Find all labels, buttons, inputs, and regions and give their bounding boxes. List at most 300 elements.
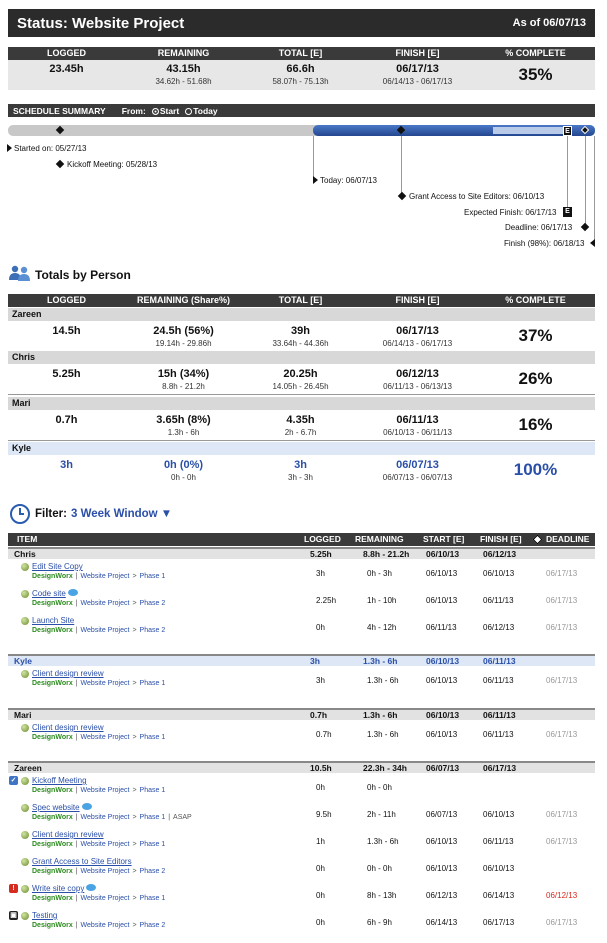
finish-label: Finish (98%): 06/18/13 (504, 239, 585, 248)
item-finish: 06/10/13 (483, 569, 515, 578)
item-title-link[interactable] (32, 589, 78, 598)
as-of-date: As of 06/07/13 (512, 17, 586, 29)
started-label: Started on: 05/27/13 (14, 144, 87, 153)
person-name: Zareen (8, 308, 595, 321)
group-remaining: 1.3h - 6h (363, 710, 398, 720)
item-breadcrumb (32, 895, 165, 902)
project-link[interactable]: Website Project (80, 627, 130, 634)
item-finish: 06/11/13 (483, 837, 514, 846)
group-start: 06/10/13 (426, 549, 460, 559)
person-row (8, 411, 595, 440)
person-remaining: 24.5h (56%) (153, 325, 214, 337)
org-link[interactable]: DesignWorx (32, 895, 73, 902)
totals-header (8, 294, 595, 307)
today-marker-icon (313, 176, 318, 184)
crumb-sep: | (75, 895, 78, 902)
col-remaining[interactable]: REMAINING (355, 534, 404, 544)
item-deadline: 06/17/13 (546, 676, 578, 685)
phase-link[interactable]: Phase 1 (139, 787, 166, 794)
item-deadline: 06/17/13 (546, 596, 578, 605)
group-logged: 10.5h (310, 763, 332, 773)
person-name: Chris (8, 351, 595, 364)
radio-today[interactable] (185, 106, 217, 116)
expected-label-icon: E (563, 207, 572, 217)
person-logged: 5.25h (52, 368, 81, 380)
person-row (8, 322, 595, 351)
expected-label: Expected Finish: 06/17/13 (464, 208, 557, 217)
project-link[interactable]: Website Project (80, 868, 130, 875)
col-remaining-share: REMAINING (Share%) (136, 295, 230, 305)
item-remaining: 6h - 9h (367, 918, 392, 927)
grid-header (8, 533, 595, 546)
project-link[interactable]: Website Project (80, 787, 130, 794)
crumb-arrow: > (132, 895, 137, 902)
person-row (8, 456, 595, 485)
crumb-arrow: > (132, 573, 137, 580)
group-remaining: 1.3h - 6h (363, 656, 398, 666)
phase-link[interactable]: Phase 2 (139, 922, 166, 929)
phase-link[interactable]: Phase 1 (139, 814, 166, 821)
person-logged: 0.7h (55, 414, 78, 426)
page-title: Status: Website Project (17, 14, 185, 32)
item-title[interactable]: Client design review (32, 830, 104, 839)
person-total: 39h (291, 325, 310, 337)
person-finish: 06/17/13 (396, 325, 439, 337)
start-marker-icon (7, 144, 12, 152)
crumb-sep: | (75, 680, 78, 687)
item-remaining: 1.3h - 6h (367, 676, 399, 685)
person-finish-range: 06/14/13 - 06/17/13 (382, 339, 453, 348)
org-link[interactable]: DesignWorx (32, 734, 73, 741)
finish-marker-icon (590, 239, 595, 247)
summary-remaining-range: 34.62h - 51.68h (155, 77, 212, 86)
crumb-arrow: > (132, 922, 137, 929)
item-start: 06/12/13 (426, 891, 458, 900)
col-deadline[interactable]: DEADLINE (546, 534, 590, 544)
crumb-sep: | (75, 922, 78, 929)
group-finish: 06/17/13 (483, 763, 517, 773)
item-logged: 3h (316, 676, 325, 685)
item-start: 06/10/13 (426, 730, 458, 739)
summary-finish-range: 06/14/13 - 06/17/13 (382, 77, 453, 86)
group-finish: 06/11/13 (483, 710, 516, 720)
item-finish: 06/14/13 (483, 891, 515, 900)
crumb-arrow: > (132, 627, 137, 634)
radio-start-label: Start (159, 105, 180, 116)
item-logged: 9.5h (316, 810, 332, 819)
list-item (8, 857, 595, 883)
item-title-link[interactable] (32, 562, 83, 571)
item-start: 06/10/13 (426, 864, 458, 873)
person-finish: 06/07/13 (396, 459, 439, 471)
expected-marker-icon: E (563, 126, 572, 136)
col-item[interactable]: ITEM (17, 534, 38, 544)
status-dot-icon (21, 617, 29, 625)
schedule-header (8, 104, 595, 117)
group-row (8, 761, 595, 773)
person-total-range: 14.05h - 26.45h (272, 382, 329, 391)
item-finish: 06/11/13 (483, 730, 514, 739)
status-dot-icon (21, 858, 29, 866)
col-total: TOTAL [E] (278, 48, 323, 58)
schedule-title: SCHEDULE SUMMARY (13, 105, 106, 116)
item-title[interactable]: Spec website (32, 803, 80, 812)
project-link[interactable]: Website Project (80, 600, 130, 607)
item-remaining: 1.3h - 6h (367, 837, 399, 846)
item-title[interactable]: Edit Site Copy (32, 562, 83, 571)
person-name: Kyle (8, 442, 595, 455)
item-logged: 0h (316, 864, 325, 873)
grant-line (401, 136, 402, 196)
from-label: From: (121, 105, 146, 116)
item-breadcrumb (32, 734, 165, 741)
group-finish: 06/11/13 (483, 656, 516, 666)
item-start: 06/14/13 (426, 918, 458, 927)
group-start: 06/10/13 (426, 656, 460, 666)
phase-link[interactable]: Phase 1 (139, 573, 166, 580)
item-title[interactable]: Client design review (32, 669, 104, 678)
item-start: 06/11/13 (426, 623, 457, 632)
deadline-header-icon (533, 535, 543, 545)
item-finish: 06/10/13 (483, 810, 515, 819)
org-link[interactable]: DesignWorx (32, 600, 73, 607)
person-total-range: 3h - 3h (288, 473, 313, 482)
item-logged: 2.25h (316, 596, 337, 605)
list-item (8, 669, 595, 695)
person-remaining-range: 0h - 0h (171, 473, 196, 482)
status-dot-icon (21, 831, 29, 839)
item-tag: ASAP (173, 814, 192, 821)
col-start[interactable]: START [E] (423, 534, 465, 544)
status-dot-icon (21, 885, 29, 893)
item-start: 06/07/13 (426, 810, 458, 819)
item-breadcrumb (32, 787, 165, 794)
person-total-range: 33.64h - 44.36h (272, 339, 329, 348)
status-dot-icon (21, 563, 29, 571)
crumb-arrow: > (132, 600, 137, 607)
person-pct: 37% (518, 326, 553, 345)
item-title[interactable]: Launch Site (32, 616, 75, 625)
item-logged: 0.7h (316, 730, 332, 739)
person-finish: 06/12/13 (396, 368, 439, 380)
item-remaining: 0h - 3h (367, 569, 392, 578)
person-finish: 06/11/13 (396, 414, 439, 426)
today-label: Today: 06/07/13 (320, 176, 377, 185)
list-item (8, 830, 595, 856)
person-pct: 16% (518, 415, 553, 434)
person-total: 3h (294, 459, 307, 471)
item-deadline: 06/17/13 (546, 623, 578, 632)
comment-icon[interactable] (82, 803, 92, 810)
expected-line (567, 136, 568, 212)
item-title-link[interactable] (32, 616, 74, 625)
crumb-sep: | (75, 841, 78, 848)
people-icon (9, 265, 31, 281)
radio-unselected-icon (185, 108, 192, 115)
col-finish: FINISH [E] (395, 295, 440, 305)
status-flag-icon[interactable]: ! (9, 884, 18, 893)
summary-finish: 06/17/13 (396, 63, 439, 75)
status-dot-icon (21, 912, 29, 920)
item-title-link[interactable] (32, 857, 132, 866)
summary-pct: 35% (518, 65, 553, 84)
item-title-link[interactable] (32, 911, 57, 920)
item-deadline: 06/12/13 (546, 891, 578, 900)
col-pct: % COMPLETE (505, 295, 566, 305)
grant-label-icon (398, 192, 406, 200)
org-link[interactable]: DesignWorx (32, 787, 73, 794)
phase-link[interactable]: Phase 1 (139, 841, 166, 848)
item-remaining: 0h - 0h (367, 783, 392, 792)
person-finish-range: 06/07/13 - 06/07/13 (382, 473, 453, 482)
project-link[interactable]: Website Project (80, 680, 130, 687)
item-title-link[interactable] (32, 884, 96, 893)
item-logged: 0h (316, 891, 325, 900)
item-title-link[interactable] (32, 723, 104, 732)
item-title-link[interactable] (32, 830, 104, 839)
totals-title: Totals by Person (35, 268, 131, 282)
item-breadcrumb (32, 814, 192, 821)
project-link[interactable]: Website Project (80, 895, 130, 902)
filter-dropdown[interactable]: 3 Week Window ▼ (71, 508, 173, 520)
item-deadline: 06/17/13 (546, 918, 578, 927)
summary-total-range: 58.07h - 75.13h (272, 77, 329, 86)
person-remaining-range: 8.8h - 21.2h (162, 382, 205, 391)
person-remaining: 15h (34%) (157, 368, 210, 380)
org-link[interactable]: DesignWorx (32, 573, 73, 580)
item-finish: 06/12/13 (483, 623, 515, 632)
item-finish: 06/17/13 (483, 918, 515, 927)
group-logged: 0.7h (310, 710, 328, 720)
item-title-link[interactable] (32, 803, 92, 812)
item-title[interactable]: Client design review (32, 723, 104, 732)
status-flag-icon[interactable]: ▣ (10, 912, 17, 919)
crumb-arrow: > (132, 868, 137, 875)
person-name: Mari (8, 397, 595, 410)
item-start: 06/10/13 (426, 569, 458, 578)
item-finish: 06/11/13 (483, 596, 514, 605)
comment-icon[interactable] (68, 589, 78, 596)
status-dot-icon (21, 670, 29, 678)
list-item (8, 803, 595, 829)
phase-link[interactable]: Phase 2 (139, 868, 166, 875)
kickoff-label-icon (56, 160, 64, 168)
item-remaining: 2h - 11h (367, 810, 396, 819)
phase-link[interactable]: Phase 2 (139, 627, 166, 634)
item-deadline: 06/17/13 (546, 730, 578, 739)
status-dot-icon (21, 777, 29, 785)
item-breadcrumb (32, 680, 165, 687)
list-item (8, 884, 595, 910)
summary-row (8, 60, 595, 90)
group-name: Mari (14, 710, 32, 720)
item-title[interactable]: Kickoff Meeting (32, 776, 87, 785)
person-total: 4.35h (286, 414, 315, 426)
item-deadline: 06/17/13 (546, 810, 578, 819)
crumb-arrow: > (132, 680, 137, 687)
project-link[interactable]: Website Project (80, 734, 130, 741)
person-remaining: 0h (0%) (163, 459, 204, 471)
item-finish: 06/10/13 (483, 864, 515, 873)
item-remaining: 1.3h - 6h (367, 730, 399, 739)
item-breadcrumb (32, 868, 165, 875)
col-finish: FINISH [E] (395, 48, 440, 58)
person-remaining: 3.65h (8%) (156, 414, 211, 426)
grant-label: Grant Access to Site Editors: 06/10/13 (409, 192, 545, 201)
person-remaining-range: 19.14h - 29.86h (155, 339, 212, 348)
radio-today-label: Today (193, 105, 218, 116)
col-remaining: REMAINING (157, 48, 210, 58)
person-total-range: 2h - 6.7h (284, 428, 317, 437)
item-logged: 0h (316, 623, 325, 632)
crumb-sep: | (75, 734, 78, 741)
finish-line (594, 136, 595, 244)
timeline-forecast-range (493, 127, 568, 134)
project-link[interactable]: Website Project (80, 573, 130, 580)
col-total: TOTAL [E] (278, 295, 323, 305)
crumb-sep: | (75, 573, 78, 580)
item-title-link[interactable] (32, 669, 104, 678)
group-row (8, 708, 595, 720)
item-deadline: 06/17/13 (546, 569, 578, 578)
summary-logged: 23.45h (49, 63, 84, 75)
person-total: 20.25h (283, 368, 318, 380)
status-dot-icon (21, 590, 29, 598)
item-title-link[interactable] (32, 776, 87, 785)
divider (8, 394, 595, 395)
org-link[interactable]: DesignWorx (32, 922, 73, 929)
phase-link[interactable]: Phase 1 (139, 734, 166, 741)
item-logged: 0h (316, 918, 325, 927)
group-remaining: 22.3h - 34h (363, 763, 407, 773)
crumb-sep: | (75, 627, 78, 634)
org-link[interactable]: DesignWorx (32, 680, 73, 687)
item-finish: 06/11/13 (483, 676, 514, 685)
item-title[interactable]: Write site copy (32, 884, 85, 893)
group-finish: 06/12/13 (483, 549, 517, 559)
phase-link[interactable]: Phase 2 (139, 600, 166, 607)
clock-icon (10, 504, 30, 524)
col-finish[interactable]: FINISH [E] (480, 534, 522, 544)
summary-total: 66.6h (286, 63, 315, 75)
summary-remaining: 43.15h (166, 63, 201, 75)
list-item (8, 562, 595, 588)
deadline-label: Deadline: 06/17/13 (505, 223, 573, 232)
status-flag-icon[interactable]: ✓ (10, 777, 17, 784)
phase-link[interactable]: Phase 1 (139, 680, 166, 687)
org-link[interactable]: DesignWorx (32, 814, 73, 821)
group-logged: 5.25h (310, 549, 332, 559)
deadline-label-icon (581, 223, 589, 231)
deadline-line (585, 136, 586, 228)
status-dot-icon (21, 804, 29, 812)
crumb-arrow: > (132, 814, 137, 821)
item-remaining: 0h - 0h (367, 864, 392, 873)
crumb-sep: | (75, 787, 78, 794)
person-remaining-range: 1.3h - 6h (167, 428, 200, 437)
item-breadcrumb (32, 600, 165, 607)
item-title[interactable]: Grant Access to Site Editors (32, 857, 132, 866)
crumb-sep: | (168, 814, 171, 821)
crumb-sep: | (75, 600, 78, 607)
person-row (8, 365, 595, 394)
project-link[interactable]: Website Project (80, 814, 130, 821)
item-logged: 1h (316, 837, 325, 846)
item-logged: 0h (316, 783, 325, 792)
person-pct: 100% (513, 460, 558, 479)
crumb-sep: | (75, 868, 78, 875)
item-title[interactable]: Code site (32, 589, 66, 598)
page-header (8, 9, 595, 37)
group-start: 06/10/13 (426, 710, 460, 720)
item-deadline: 06/17/13 (546, 837, 578, 846)
person-finish-range: 06/10/13 - 06/11/13 (383, 428, 452, 437)
col-logged: LOGGED (46, 295, 86, 305)
status-dot-icon (21, 724, 29, 732)
crumb-sep: | (75, 814, 78, 821)
radio-selected-icon (152, 108, 159, 115)
item-title[interactable]: Testing (32, 911, 58, 920)
group-logged: 3h (310, 656, 320, 666)
divider (8, 440, 595, 441)
list-item (8, 589, 595, 615)
person-logged: 3h (60, 459, 73, 471)
item-remaining: 8h - 13h (367, 891, 397, 900)
group-row (8, 654, 595, 666)
person-finish-range: 06/11/13 - 06/13/13 (383, 382, 452, 391)
kickoff-label: Kickoff Meeting: 05/28/13 (67, 160, 158, 169)
today-line (313, 136, 314, 180)
item-remaining: 4h - 12h (367, 623, 397, 632)
group-name: Chris (14, 549, 36, 559)
crumb-arrow: > (132, 734, 137, 741)
org-link[interactable]: DesignWorx (32, 868, 73, 875)
project-link[interactable]: Website Project (80, 922, 130, 929)
col-logged[interactable]: LOGGED (304, 534, 341, 544)
org-link[interactable]: DesignWorx (32, 627, 73, 634)
crumb-arrow: > (132, 841, 137, 848)
item-logged: 3h (316, 569, 325, 578)
list-item (8, 776, 595, 802)
group-remaining: 8.8h - 21.2h (363, 549, 410, 559)
col-pct: % COMPLETE (505, 48, 566, 58)
crumb-arrow: > (132, 787, 137, 794)
filter-label: Filter: (35, 508, 67, 520)
item-start: 06/10/13 (426, 596, 458, 605)
list-item (8, 723, 595, 749)
group-name: Zareen (14, 763, 42, 773)
comment-icon[interactable] (86, 884, 96, 891)
group-name: Kyle (14, 656, 32, 666)
item-start: 06/10/13 (426, 676, 458, 685)
item-breadcrumb (32, 627, 165, 634)
phase-link[interactable]: Phase 1 (139, 895, 166, 902)
person-pct: 26% (518, 369, 553, 388)
radio-start[interactable] (152, 106, 179, 116)
item-breadcrumb (32, 841, 165, 848)
org-link[interactable]: DesignWorx (32, 841, 73, 848)
item-breadcrumb (32, 573, 165, 580)
list-item (8, 616, 595, 642)
project-link[interactable]: Website Project (80, 841, 130, 848)
item-remaining: 1h - 10h (367, 596, 397, 605)
item-start: 06/10/13 (426, 837, 458, 846)
person-logged: 14.5h (52, 325, 81, 337)
item-breadcrumb (32, 922, 165, 929)
group-row (8, 547, 595, 559)
col-logged: LOGGED (46, 48, 86, 58)
summary-header (8, 47, 595, 60)
